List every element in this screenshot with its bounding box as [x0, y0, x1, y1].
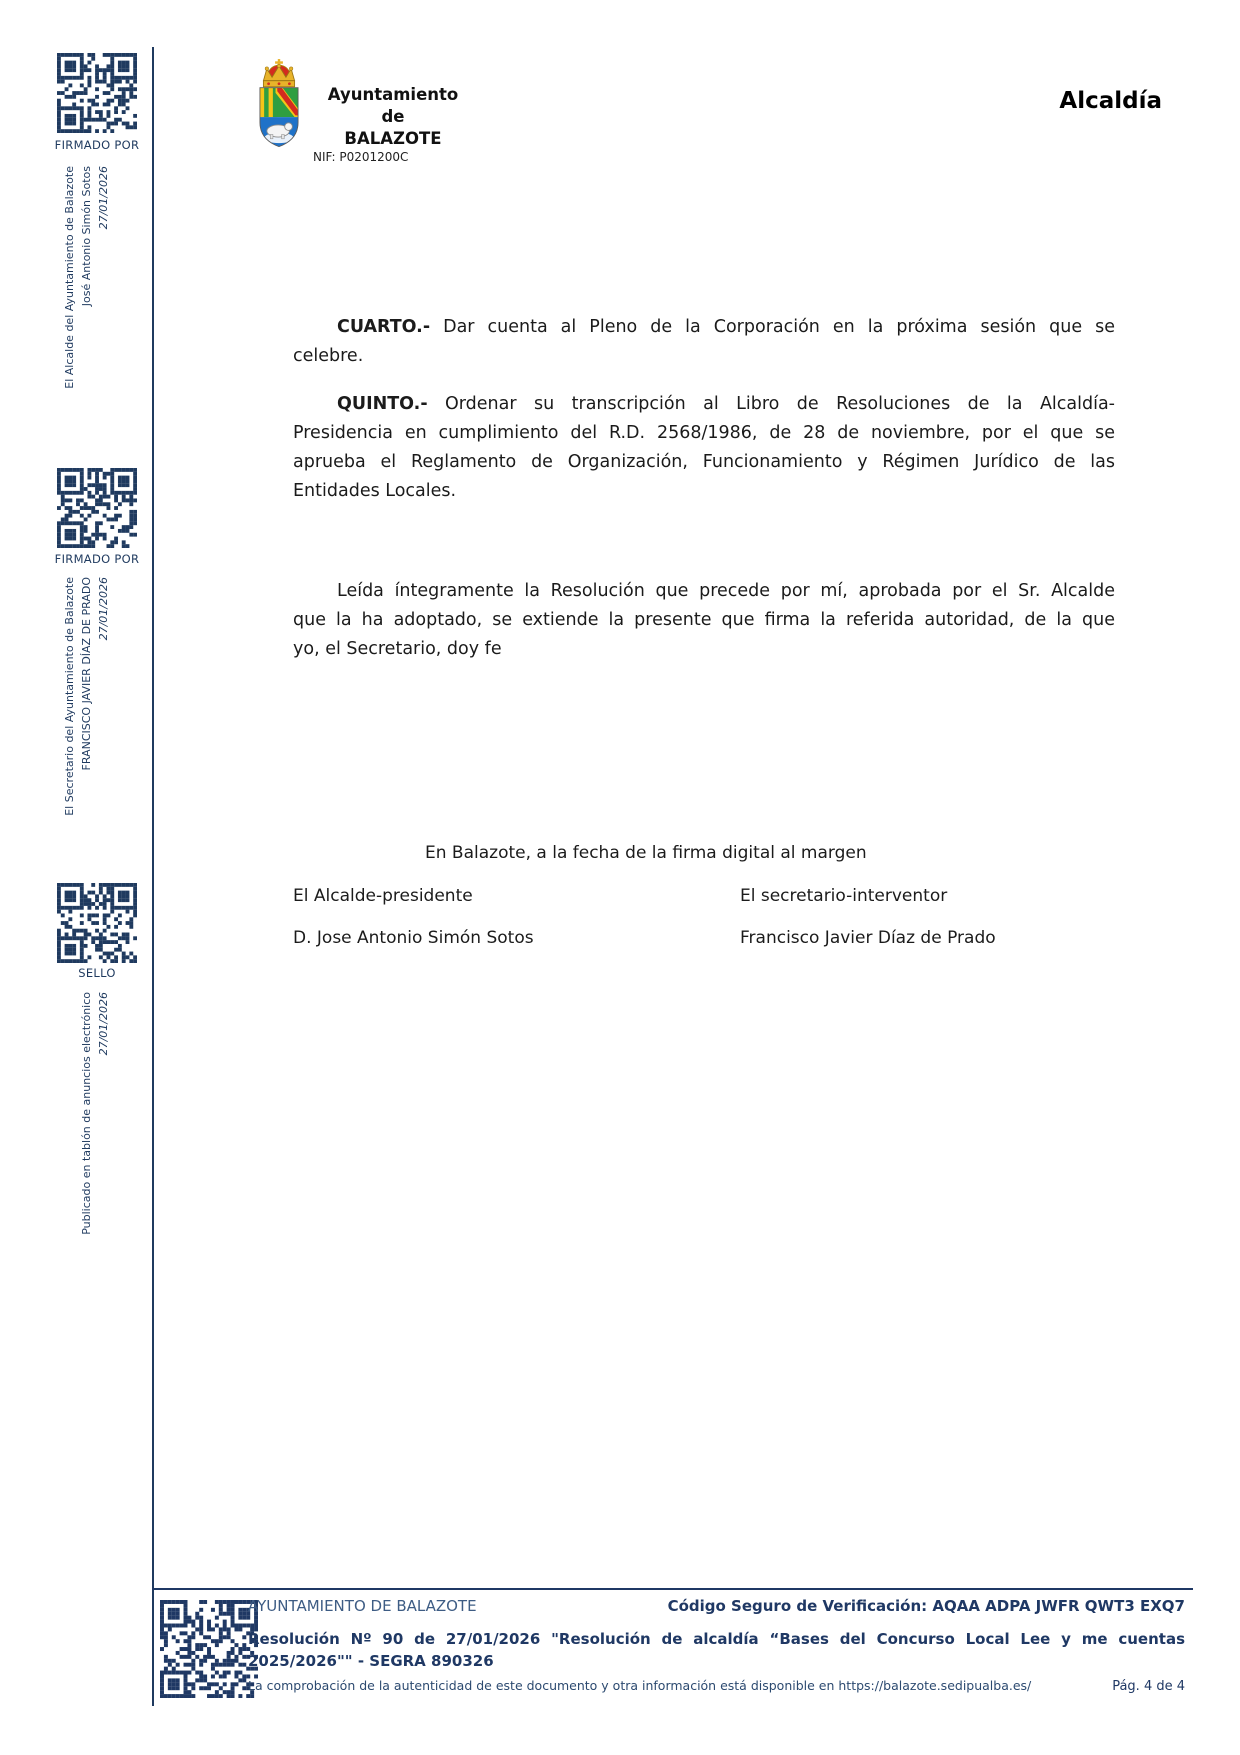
- sidebar-block-label: FIRMADO POR: [54, 138, 140, 152]
- sidebar-qr-code: [57, 53, 137, 133]
- body-text-line: Entidades Locales.: [293, 481, 457, 501]
- footer-page-indicator: Pág. 4 de 4: [1112, 1679, 1185, 1694]
- signature-role-right: El secretario-interventor: [740, 886, 948, 906]
- org-name-line2: BALAZOTE: [344, 129, 442, 148]
- body-text-line: CUARTO.- Dar cuenta al Pleno de la Corporación en la próxima sesión que se: [337, 317, 1115, 337]
- body-text-line: Presidencia en cumplimiento del R.D. 2568/1986, de 28 de noviembre, por el que se: [293, 423, 1115, 443]
- body-paragraph: [293, 313, 1115, 371]
- paragraph-lead: CUARTO.-: [337, 317, 431, 337]
- sidebar-signature-date: 27/01/2026: [97, 992, 110, 1056]
- footer-resolution-line: Resolución Nº 90 de 27/01/2026 "Resolución de alcaldía “Bases del Concurso Local Lee y me cuentas: [248, 1630, 1185, 1648]
- sidebar-signature-line: Publicado en tablón de anuncios electrónico: [80, 992, 93, 1235]
- body-paragraph: [293, 390, 1115, 506]
- sidebar-signature-date: 27/01/2026: [97, 577, 110, 641]
- section-title: Alcaldía: [1059, 88, 1162, 114]
- org-name: [318, 84, 468, 150]
- sidebar-signature-line: José Antonio Simón Sotos: [80, 166, 93, 307]
- body-text-line: celebre.: [293, 346, 364, 366]
- sidebar-block-label: FIRMADO POR: [54, 552, 140, 566]
- footer-resolution-title: [248, 1628, 1185, 1672]
- signature-role-left: El Alcalde-presidente: [293, 886, 473, 906]
- body-paragraph: [293, 577, 1115, 664]
- sidebar-qr-code: [57, 468, 137, 548]
- footer-org-name: AYUNTAMIENTO DE BALAZOTE: [248, 1597, 477, 1615]
- body-text-line: yo, el Secretario, doy fe: [293, 639, 502, 659]
- sidebar-signature-line: FRANCISCO JAVIER DÍAZ DE PRADO: [80, 577, 93, 771]
- sidebar-qr-code: [57, 883, 137, 963]
- coat-of-arms-logo: [253, 58, 305, 152]
- sidebar-signature-line: El Secretario del Ayuntamiento de Balazote: [63, 577, 76, 816]
- shield: [260, 88, 298, 147]
- footer-resolution-line: 2025/2026"" - SEGRA 890326: [248, 1652, 494, 1670]
- place-date-line: En Balazote, a la fecha de la firma digital al margen: [425, 843, 867, 863]
- body-text-line: QUINTO.- Ordenar su transcripción al Libro de Resoluciones de la Alcaldía-: [337, 394, 1115, 414]
- org-name-line1: Ayuntamiento de: [327, 85, 459, 126]
- paragraph-lead: QUINTO.-: [337, 394, 428, 414]
- body-text-line: aprueba el Reglamento de Organización, Funcionamiento y Régimen Jurídico de las: [293, 452, 1115, 472]
- org-nif: NIF: P0201200C: [313, 150, 409, 164]
- sidebar-divider-line: [152, 47, 154, 1706]
- sidebar-block-label: SELLO: [78, 966, 116, 980]
- sidebar-signature-line: El Alcalde del Ayuntamiento de Balazote: [63, 166, 76, 389]
- footer-authenticity-note: La comprobación de la autenticidad de este documento y otra información está disponible en https://balazote.sedipualba.es/: [248, 1678, 1032, 1693]
- document-footer: [152, 1588, 1193, 1713]
- body-text-line: Leída íntegramente la Resolución que precede por mí, aprobada por el Sr. Alcalde: [337, 581, 1115, 601]
- sidebar-signature-date: 27/01/2026: [97, 166, 110, 230]
- crown: [263, 59, 294, 87]
- signature-name-left: D. Jose Antonio Simón Sotos: [293, 928, 534, 948]
- body-text-line: que la ha adoptado, se extiende la presente que firma la referida autoridad, de la que: [293, 610, 1115, 630]
- signature-name-right: Francisco Javier Díaz de Prado: [740, 928, 996, 948]
- footer-verification-code: Código Seguro de Verificación: AQAA ADPA JWFR QWT3 EXQ7: [667, 1597, 1185, 1615]
- footer-text-block: [248, 1590, 1185, 1710]
- footer-qr-code: [160, 1600, 258, 1698]
